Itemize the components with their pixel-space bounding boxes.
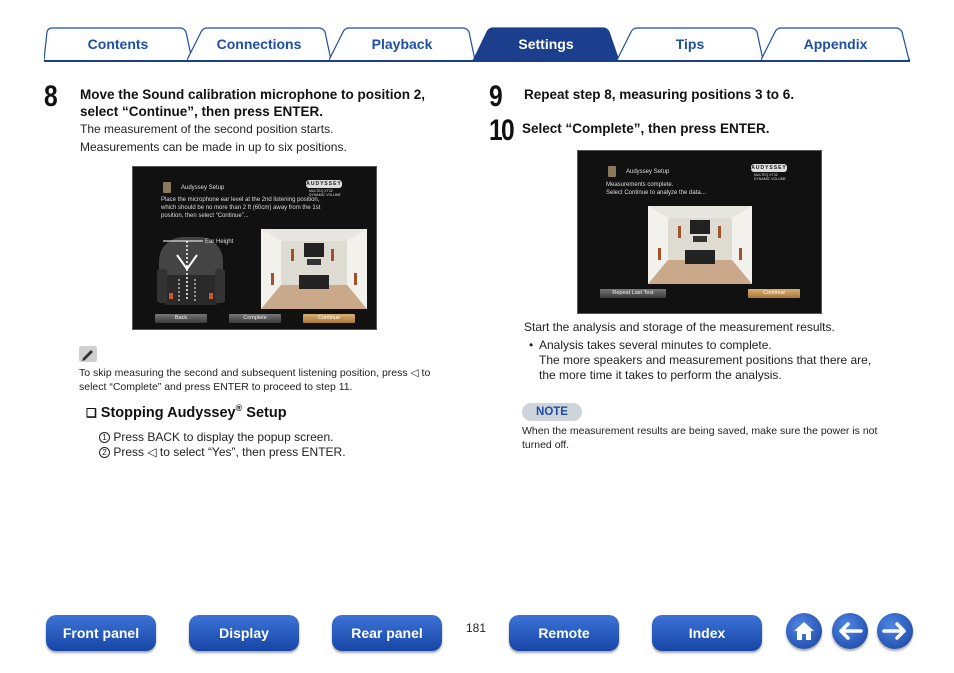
- logo-sub1: MULTEQ XT32: [754, 173, 778, 177]
- audyssey-logo: AUDYSSEY: [306, 181, 342, 187]
- tab-settings[interactable]: [473, 27, 619, 60]
- tab-appendix[interactable]: [761, 27, 910, 60]
- audyssey-screen-position2: [132, 166, 377, 330]
- pencil-icon: [79, 346, 97, 362]
- logo-sub2: DYNAMIC VOLUME: [754, 177, 786, 181]
- front-panel-button[interactable]: Front panel: [46, 615, 156, 651]
- step-10-title: Select “Complete”, then press ENTER.: [522, 121, 770, 136]
- speaker-icon: [163, 182, 171, 193]
- tab-label: Settings: [518, 35, 574, 52]
- circled-number-1: 1: [99, 432, 110, 443]
- tip-line1: To skip measuring the second and subsequent listening position, press ◁ to: [79, 367, 431, 379]
- note-label: NOTE: [522, 403, 582, 421]
- registered-mark: ®: [235, 403, 243, 413]
- audyssey-logo: AUDYSSEY: [751, 165, 787, 171]
- screen-message-line1: Place the microphone ear level at the 2nd listening position,: [161, 197, 320, 203]
- stopping-heading: [86, 403, 287, 421]
- ear-height-label: Ear Height: [205, 239, 234, 245]
- arrow-left-icon: [837, 621, 863, 641]
- speaker-icon: [608, 166, 616, 177]
- bullet-line1: Analysis takes several minutes to complete.: [539, 338, 772, 352]
- step-10-number: 10: [489, 114, 514, 147]
- step-9-number: 9: [489, 80, 502, 113]
- repeat-last-test-button[interactable]: Repeat Last Test: [600, 289, 666, 298]
- stopping-item-2: [99, 445, 346, 460]
- step-9-title: Repeat step 8, measuring positions 3 to 6.: [524, 87, 795, 102]
- bullet-line2: The more speakers and measurement positions that there are,: [539, 353, 872, 367]
- screen-message-line3: position, then select “Continue”...: [161, 213, 249, 219]
- tab-connections[interactable]: [187, 27, 331, 60]
- stopping-item-2-text: Press ◁ to select “Yes”, then press ENTER.: [113, 445, 346, 459]
- screen-message-line2: which should be no more than 2 ft (60cm) away from the 1st: [161, 205, 321, 211]
- step-8-title-line2: select “Continue”, then press ENTER.: [80, 104, 324, 119]
- note-line1: When the measurement results are being saved, make sure the power is not: [522, 425, 878, 437]
- logo-sub1: MULTEQ XT32: [309, 189, 333, 193]
- step-8-desc2: Measurements can be made in up to six positions.: [80, 140, 347, 154]
- tab-contents[interactable]: [44, 27, 192, 60]
- logo-sub2: DYNAMIC VOLUME: [309, 193, 341, 197]
- tab-label: Appendix: [803, 35, 868, 52]
- room-illustration: [648, 206, 752, 284]
- stopping-title: Stopping Audyssey: [100, 404, 236, 421]
- back-button[interactable]: Back: [155, 314, 207, 323]
- step-10-desc: Start the analysis and storage of the measurement results.: [524, 320, 835, 334]
- arrow-right-icon: [882, 621, 908, 641]
- forward-arrow-button[interactable]: [877, 613, 913, 649]
- continue-button[interactable]: Continue: [748, 289, 800, 298]
- home-button[interactable]: [786, 613, 822, 649]
- bullet-dot: •: [529, 338, 534, 352]
- tab-bar: [44, 27, 910, 61]
- note-line2: turned off.: [522, 439, 570, 451]
- remote-button[interactable]: Remote: [509, 615, 619, 651]
- complete-button[interactable]: Complete: [229, 314, 281, 323]
- screen-message-line2: Select Continue to analyze the data...: [606, 190, 706, 196]
- audyssey-screen-complete: [577, 150, 822, 314]
- tab-label: Tips: [675, 35, 705, 52]
- home-icon: [792, 620, 816, 642]
- tab-label: Playback: [371, 35, 433, 52]
- screen-title: Audyssey Setup: [181, 185, 225, 191]
- tab-label: Contents: [87, 35, 149, 52]
- bullet-line3: the more time it takes to perform the analysis.: [539, 368, 782, 382]
- tip-line2: select “Complete” and press ENTER to proceed to step 11.: [79, 381, 353, 393]
- circled-number-2: 2: [99, 447, 110, 458]
- step-8-desc1: The measurement of the second position starts.: [80, 122, 334, 136]
- stopping-item-1: [99, 430, 333, 445]
- tab-playback[interactable]: [329, 27, 475, 60]
- tab-label: Connections: [216, 35, 302, 52]
- display-button[interactable]: Display: [189, 615, 299, 651]
- index-button[interactable]: Index: [652, 615, 762, 651]
- continue-button[interactable]: Continue: [303, 314, 355, 323]
- step-8-title-line1: Move the Sound calibration microphone to position 2,: [80, 87, 426, 102]
- checkbox-icon: ❑: [86, 405, 97, 420]
- rear-panel-button[interactable]: Rear panel: [332, 615, 442, 651]
- screen-message-line1: Measurements complete.: [606, 182, 674, 188]
- step-8-number: 8: [44, 80, 57, 113]
- stopping-item-1-text: Press BACK to display the popup screen.: [113, 430, 334, 444]
- room-illustration: [261, 229, 367, 309]
- screen-title: Audyssey Setup: [626, 169, 670, 175]
- back-arrow-button[interactable]: [832, 613, 868, 649]
- page-number: 181: [466, 621, 487, 635]
- stopping-title-suffix: Setup: [242, 404, 287, 421]
- tab-tips[interactable]: [617, 27, 763, 60]
